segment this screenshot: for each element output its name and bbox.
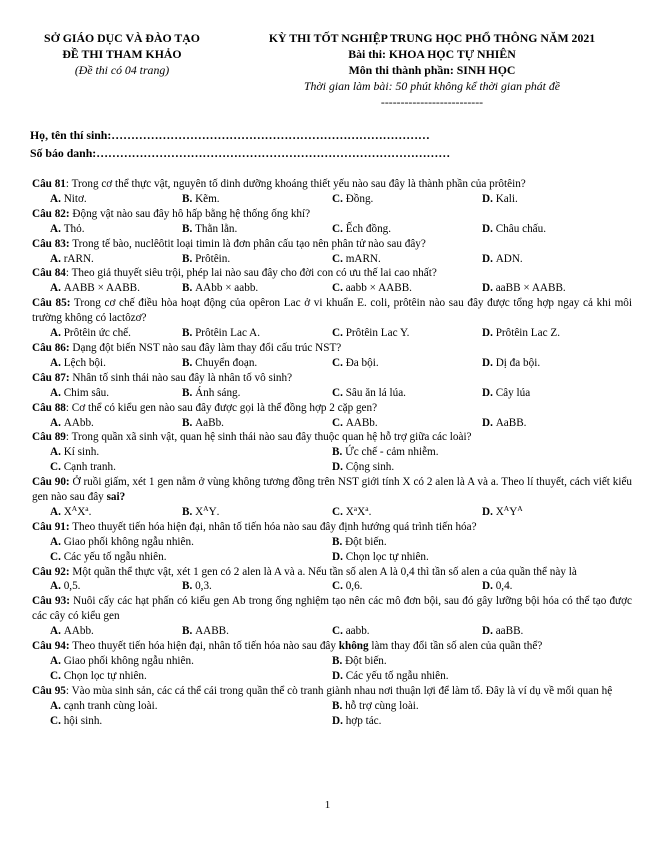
option-letter: D. [482, 580, 493, 593]
option-row [32, 550, 632, 565]
option-text: . [368, 505, 372, 518]
header-left [22, 30, 222, 78]
answer-option [32, 699, 332, 714]
answer-option [482, 579, 632, 594]
answer-option [32, 550, 332, 565]
answer-option [332, 416, 482, 431]
question-emphasis: không [338, 640, 369, 653]
option-letter: A. [50, 699, 61, 712]
option-row [32, 460, 632, 475]
answer-option [182, 624, 332, 639]
option-text: X [345, 505, 354, 518]
answer-option [32, 669, 332, 684]
header-divider: -------------------------- [380, 95, 484, 109]
option-text: mARN. [345, 252, 381, 265]
question-90 [32, 475, 632, 520]
option-text: aaBB. [495, 625, 524, 638]
option-row [32, 579, 632, 594]
answer-option [332, 550, 632, 565]
option-letter: D. [482, 252, 493, 265]
option-letter: C. [332, 386, 343, 399]
question-93 [32, 594, 632, 639]
exam-component: Môn thi thành phần: SINH HỌC [348, 63, 516, 77]
option-text: X [63, 505, 72, 518]
question-89 [32, 430, 632, 475]
question-number: Câu 82: [32, 207, 70, 220]
answer-option [332, 579, 482, 594]
question-text: Theo thuyết tiến hóa hiện đại, nhân tố tiến hóa nào sau đây [69, 640, 339, 653]
option-letter: C. [332, 505, 343, 518]
option-letter: C. [332, 356, 343, 369]
option-letter: C. [50, 461, 61, 474]
option-letter: A. [50, 535, 61, 548]
option-text: Đa bội. [345, 356, 379, 369]
option-letter: B. [332, 699, 343, 712]
option-text: ADN. [495, 252, 523, 265]
option-letter: D. [332, 669, 343, 682]
question-stem [32, 296, 632, 326]
option-text: Châu chấu. [495, 222, 547, 235]
question-88 [32, 401, 632, 431]
question-82 [32, 207, 632, 237]
answer-option [182, 356, 332, 371]
answer-option [482, 356, 632, 371]
answer-option [182, 222, 332, 237]
option-row [32, 505, 632, 520]
option-letter: D. [332, 461, 343, 474]
answer-option [32, 535, 332, 550]
option-text: 0,3. [195, 580, 212, 593]
answer-option [332, 445, 632, 460]
answer-option [332, 654, 632, 669]
answer-option [32, 386, 182, 401]
option-text: AaBb. [195, 416, 224, 429]
question-stem [32, 684, 632, 699]
candidate-info [30, 126, 450, 162]
option-text: Chọn lọc tự nhiên. [63, 669, 147, 682]
question-84 [32, 266, 632, 296]
answer-option [182, 579, 332, 594]
question-number: Câu 81 [32, 178, 66, 190]
answer-option [32, 505, 182, 520]
question-91 [32, 520, 632, 565]
option-text: Prôtêin Lac Y. [345, 327, 410, 340]
answer-option [182, 192, 332, 207]
answer-option [32, 326, 182, 341]
answer-option [182, 416, 332, 431]
page-number: 1 [324, 799, 331, 811]
question-text: : Trong cơ thể thực vật, nguyên tố dinh dưỡng khoáng thiết yếu nào sau đây là thành phần của prôtêin? [65, 178, 526, 190]
option-letter: D. [332, 550, 343, 563]
option-text: AAbb. [63, 625, 94, 638]
question-number: Câu 93: [32, 595, 70, 608]
option-letter: B. [182, 327, 193, 340]
option-text: AABB. [195, 625, 229, 638]
option-row [32, 416, 632, 431]
option-letter: A. [50, 192, 61, 205]
answer-option [32, 460, 332, 475]
option-letter: A. [50, 446, 61, 459]
option-letter: B. [182, 625, 193, 638]
option-letter: B. [332, 535, 343, 548]
option-text: Giao phối không ngẫu nhiên. [63, 535, 194, 548]
question-text: : Cơ thể có kiểu gen nào sau đây được gọi là thể đồng hợp 2 cặp gen? [65, 401, 378, 414]
option-letter: B. [182, 416, 193, 429]
option-letter: B. [182, 386, 193, 399]
question-number: Câu 92: [32, 565, 70, 578]
answer-option [482, 192, 632, 207]
question-text: Theo thuyết tiến hóa hiện đại, nhân tố tiến hóa nào sau đây định hướng quá trình tiến hóa? [69, 520, 477, 533]
option-letter: A. [50, 625, 61, 638]
option-letter: A. [50, 222, 61, 235]
question-stem [32, 237, 632, 252]
option-text: AABb. [345, 416, 378, 429]
answer-option [32, 281, 182, 296]
option-text: Nitơ. [63, 192, 87, 205]
option-letter: A. [50, 327, 61, 340]
option-text: Chọn lọc tự nhiên. [345, 550, 429, 563]
option-letter: C. [50, 714, 61, 727]
option-text: Sâu ăn lá lúa. [345, 386, 406, 399]
option-text: AAbb × aabb. [195, 282, 259, 295]
question-92 [32, 565, 632, 595]
question-text: Nhân tố sinh thái nào sau đây là nhân tố vô sinh? [69, 371, 293, 384]
question-text-end: làm thay đổi tần số alen của quần thể? [368, 640, 543, 653]
option-letter: C. [50, 669, 61, 682]
option-text: Prôtêin Lac Z. [495, 327, 560, 340]
option-letter: D. [482, 192, 493, 205]
question-number: Câu 85: [32, 297, 71, 310]
question-stem [32, 341, 632, 356]
answer-option [482, 416, 632, 431]
header-right [232, 30, 632, 110]
option-row [32, 669, 632, 684]
option-text: 0,5. [63, 580, 81, 593]
question-list [32, 177, 632, 729]
option-letter: D. [482, 222, 493, 235]
question-number: Câu 87: [32, 371, 70, 384]
answer-option [332, 699, 632, 714]
question-83 [32, 237, 632, 267]
question-text: Dạng đột biến NST nào sau đây làm thay đổi cấu trúc NST? [69, 341, 342, 354]
option-letter: D. [482, 282, 493, 295]
option-superscript: A [517, 503, 523, 513]
question-95 [32, 684, 632, 729]
answer-option [482, 505, 632, 520]
option-letter: B. [182, 356, 193, 369]
option-text: hội sinh. [63, 714, 103, 727]
question-stem [32, 266, 632, 281]
option-letter: A. [50, 386, 61, 399]
answer-option [332, 386, 482, 401]
option-superscript: A [203, 503, 209, 513]
option-letter: C. [332, 625, 343, 638]
option-text: Lệch bội. [63, 356, 106, 369]
question-text: : Theo giả thuyết siêu trội, phép lai nào sau đây cho đời con có ưu thế lai cao nhất? [65, 267, 437, 280]
exam-title: KỲ THI TỐT NGHIỆP TRUNG HỌC PHỔ THÔNG NĂM 2021 [268, 31, 596, 45]
answer-option [482, 252, 632, 267]
answer-option [32, 356, 182, 371]
option-text: Kali. [495, 192, 518, 205]
answer-option [332, 535, 632, 550]
answer-option [332, 192, 482, 207]
question-85 [32, 296, 632, 341]
option-text: X [195, 505, 204, 518]
number-label: Số báo danh: [30, 146, 97, 160]
option-text: Đồng. [345, 192, 374, 205]
exam-subject: Bài thi: KHOA HỌC TỰ NHIÊN [348, 47, 516, 61]
option-text: Cây lúa [495, 386, 531, 399]
option-text: aabb. [345, 625, 370, 638]
answer-option [32, 654, 332, 669]
option-text: Đột biến. [345, 535, 387, 548]
option-row [32, 386, 632, 401]
option-text: Ánh sáng. [195, 386, 241, 399]
option-text: Prôtêin ức chế. [63, 327, 131, 340]
option-letter: A. [50, 580, 61, 593]
question-number: Câu 95 [32, 684, 66, 697]
question-stem [32, 401, 632, 416]
option-text: X [357, 505, 366, 518]
option-letter: C. [332, 580, 343, 593]
option-superscript: a [353, 503, 358, 513]
answer-option [32, 252, 182, 267]
option-letter: D. [482, 505, 493, 518]
option-letter: A. [50, 282, 61, 295]
answer-option [182, 281, 332, 296]
exam-duration: Thời gian làm bài: 50 phút không kể thời gian phát đề [303, 79, 561, 93]
answer-option [32, 416, 182, 431]
question-number: Câu 89 [32, 431, 66, 444]
question-stem [32, 475, 632, 505]
option-text: Kí sinh. [63, 446, 100, 459]
question-number: Câu 84 [32, 267, 66, 280]
question-text: Trong cơ chế điều hòa hoạt động của opêron Lac ở vi khuẩn E. coli, prôtêin nào sau đây được tổng hợp ngay cả khi môi trường không có lactôzơ? [32, 297, 632, 325]
option-letter: C. [332, 416, 343, 429]
option-text: . [88, 505, 92, 518]
page-count-note: (Đề thi có 04 trang) [74, 63, 170, 77]
option-letter: C. [50, 550, 61, 563]
option-letter: A. [50, 505, 61, 518]
option-text: Cộng sinh. [345, 461, 395, 474]
question-81 [32, 177, 632, 207]
option-superscript: A [503, 503, 510, 513]
option-letter: B. [182, 192, 193, 205]
option-row [32, 699, 632, 714]
option-row [32, 252, 632, 267]
question-text: : Trong quần xã sinh vật, quan hệ sinh thái nào sau đây thuộc quan hệ hỗ trợ giữa các loài? [65, 431, 472, 444]
question-text: Trong tế bào, nuclêôtit loại timin là đơn phân cấu tạo nên phân tử nào sau đây? [69, 237, 426, 250]
answer-option [332, 252, 482, 267]
option-row [32, 654, 632, 669]
option-text: hợp tác. [345, 714, 382, 727]
option-text: Kẽm. [195, 192, 220, 205]
option-letter: B. [182, 222, 193, 235]
option-letter: A. [50, 416, 61, 429]
question-stem [32, 177, 632, 192]
option-letter: D. [332, 714, 343, 727]
question-number: Câu 91: [32, 520, 70, 533]
answer-option [332, 356, 482, 371]
option-letter: A. [50, 252, 61, 265]
option-superscript: A [71, 503, 78, 513]
option-text: Ếch đồng. [345, 222, 392, 235]
option-text: Chuyển đoạn. [195, 356, 258, 369]
question-stem [32, 207, 632, 222]
option-row [32, 222, 632, 237]
option-text: Các yếu tố ngẫu nhiên. [63, 550, 167, 563]
question-text: Một quần thể thực vật, xét 1 gen có 2 alen là A và a. Nếu tần số alen A là 0,4 thì tần số alen a của quần thể này là [69, 565, 577, 578]
option-row [32, 281, 632, 296]
option-letter: D. [482, 327, 493, 340]
question-stem [32, 639, 632, 654]
number-dots: ……………………………………………………………………………… [96, 146, 451, 160]
option-text: hỗ trợ cùng loài. [345, 699, 419, 712]
answer-option [182, 386, 332, 401]
option-text: AABB × AABB. [63, 282, 140, 295]
question-text: Nuôi cấy các hạt phấn có kiểu gen Ab trong ống nghiệm tạo nên các mô đơn bội, sau đó gây lưỡng bội hóa có thể tạo được các cây có kiểu gen [32, 595, 632, 623]
option-text: rARN. [63, 252, 94, 265]
option-text: X [77, 505, 86, 518]
option-row [32, 624, 632, 639]
option-letter: B. [182, 252, 193, 265]
option-text: X [495, 505, 504, 518]
option-text: Thỏ. [63, 222, 85, 235]
department-name: SỞ GIÁO DỤC VÀ ĐÀO TẠO [44, 31, 200, 45]
option-letter: D. [482, 386, 493, 399]
question-emphasis: sai? [106, 491, 126, 504]
option-letter: B. [332, 655, 343, 667]
answer-option [332, 281, 482, 296]
answer-option [332, 505, 482, 520]
option-text: Prôtêin Lac A. [195, 327, 260, 340]
answer-option [182, 505, 332, 520]
answer-option [332, 326, 482, 341]
option-text: Prôtêin. [195, 252, 231, 265]
option-letter: A. [50, 356, 61, 369]
option-text: aaBB × AABB. [495, 282, 566, 295]
option-letter: B. [332, 446, 343, 459]
option-row [32, 714, 632, 729]
option-text: aabb × AABB. [345, 282, 412, 295]
option-letter: A. [50, 655, 61, 667]
option-text: . [216, 505, 220, 518]
answer-option [482, 222, 632, 237]
option-row [32, 192, 632, 207]
option-text: Đột biến. [345, 655, 387, 667]
answer-option [32, 222, 182, 237]
option-text: Ức chế - cảm nhiễm. [345, 446, 439, 459]
option-text: Y [509, 505, 518, 518]
question-stem [32, 594, 632, 624]
answer-option [182, 252, 332, 267]
answer-option [32, 624, 182, 639]
question-number: Câu 86: [32, 341, 70, 354]
option-text: AAbb. [63, 416, 94, 429]
option-letter: B. [182, 505, 193, 518]
name-label: Họ, tên thí sinh: [30, 128, 112, 142]
answer-option [32, 579, 182, 594]
answer-option [332, 222, 482, 237]
question-number: Câu 88 [32, 401, 66, 414]
option-text: Chim sâu. [63, 386, 110, 399]
question-stem [32, 520, 632, 535]
option-row [32, 356, 632, 371]
answer-option [332, 669, 632, 684]
answer-option [332, 714, 632, 729]
option-letter: D. [482, 356, 493, 369]
question-text: Động vật nào sau đây hô hấp bằng hệ thống ống khí? [69, 207, 311, 220]
option-letter: D. [482, 416, 493, 429]
option-letter: C. [332, 192, 343, 205]
question-number: Câu 90: [32, 476, 70, 489]
option-letter: B. [182, 580, 193, 593]
question-stem [32, 430, 632, 445]
option-text: AaBB. [495, 416, 527, 429]
option-text: 0,4. [495, 580, 513, 593]
question-86 [32, 341, 632, 371]
question-87 [32, 371, 632, 401]
option-letter: C. [332, 252, 343, 265]
question-text: : Vào mùa sinh sản, các cá thể cái trong quần thể cò tranh giành nhau nơi thuận lợi để làm tổ. Đây là ví dụ về mối quan hệ [65, 684, 613, 697]
option-text: Dị đa bội. [495, 356, 541, 369]
answer-option [32, 714, 332, 729]
option-text: Cạnh tranh. [63, 461, 116, 474]
question-stem [32, 565, 632, 580]
option-text: Thằn lằn. [195, 222, 238, 235]
option-letter: B. [182, 282, 193, 295]
name-dots: ……………………………………………………………………… [111, 128, 430, 142]
answer-option [32, 445, 332, 460]
option-text: Các yếu tố ngẫu nhiên. [345, 669, 449, 682]
answer-option [482, 326, 632, 341]
answer-option [482, 624, 632, 639]
option-row [32, 326, 632, 341]
question-stem [32, 371, 632, 386]
option-text: cạnh tranh cùng loài. [63, 699, 158, 712]
exam-type: ĐỀ THI THAM KHẢO [62, 47, 182, 61]
option-text: Giao phối không ngẫu nhiên. [63, 655, 194, 667]
answer-option [32, 192, 182, 207]
option-letter: C. [332, 222, 343, 235]
question-text: Ở ruồi giấm, xét 1 gen nằm ở vùng không tương đồng trên NST giới tính X có 2 alen là A và a. Theo lí thuyết, cách viết kiểu gen nào sau đây [32, 476, 633, 504]
question-94 [32, 639, 632, 684]
question-number: Câu 83: [32, 237, 70, 250]
option-superscript: a [365, 503, 369, 513]
option-text: 0,6. [345, 580, 363, 593]
option-row [32, 535, 632, 550]
answer-option [182, 326, 332, 341]
option-letter: C. [332, 282, 343, 295]
option-letter: C. [332, 327, 343, 340]
option-letter: D. [482, 625, 493, 638]
option-row [32, 445, 632, 460]
answer-option [482, 386, 632, 401]
option-superscript: a [85, 503, 89, 513]
answer-option [332, 460, 632, 475]
question-number: Câu 94: [32, 640, 70, 653]
answer-option [332, 624, 482, 639]
option-text: Y [208, 505, 217, 518]
answer-option [482, 281, 632, 296]
